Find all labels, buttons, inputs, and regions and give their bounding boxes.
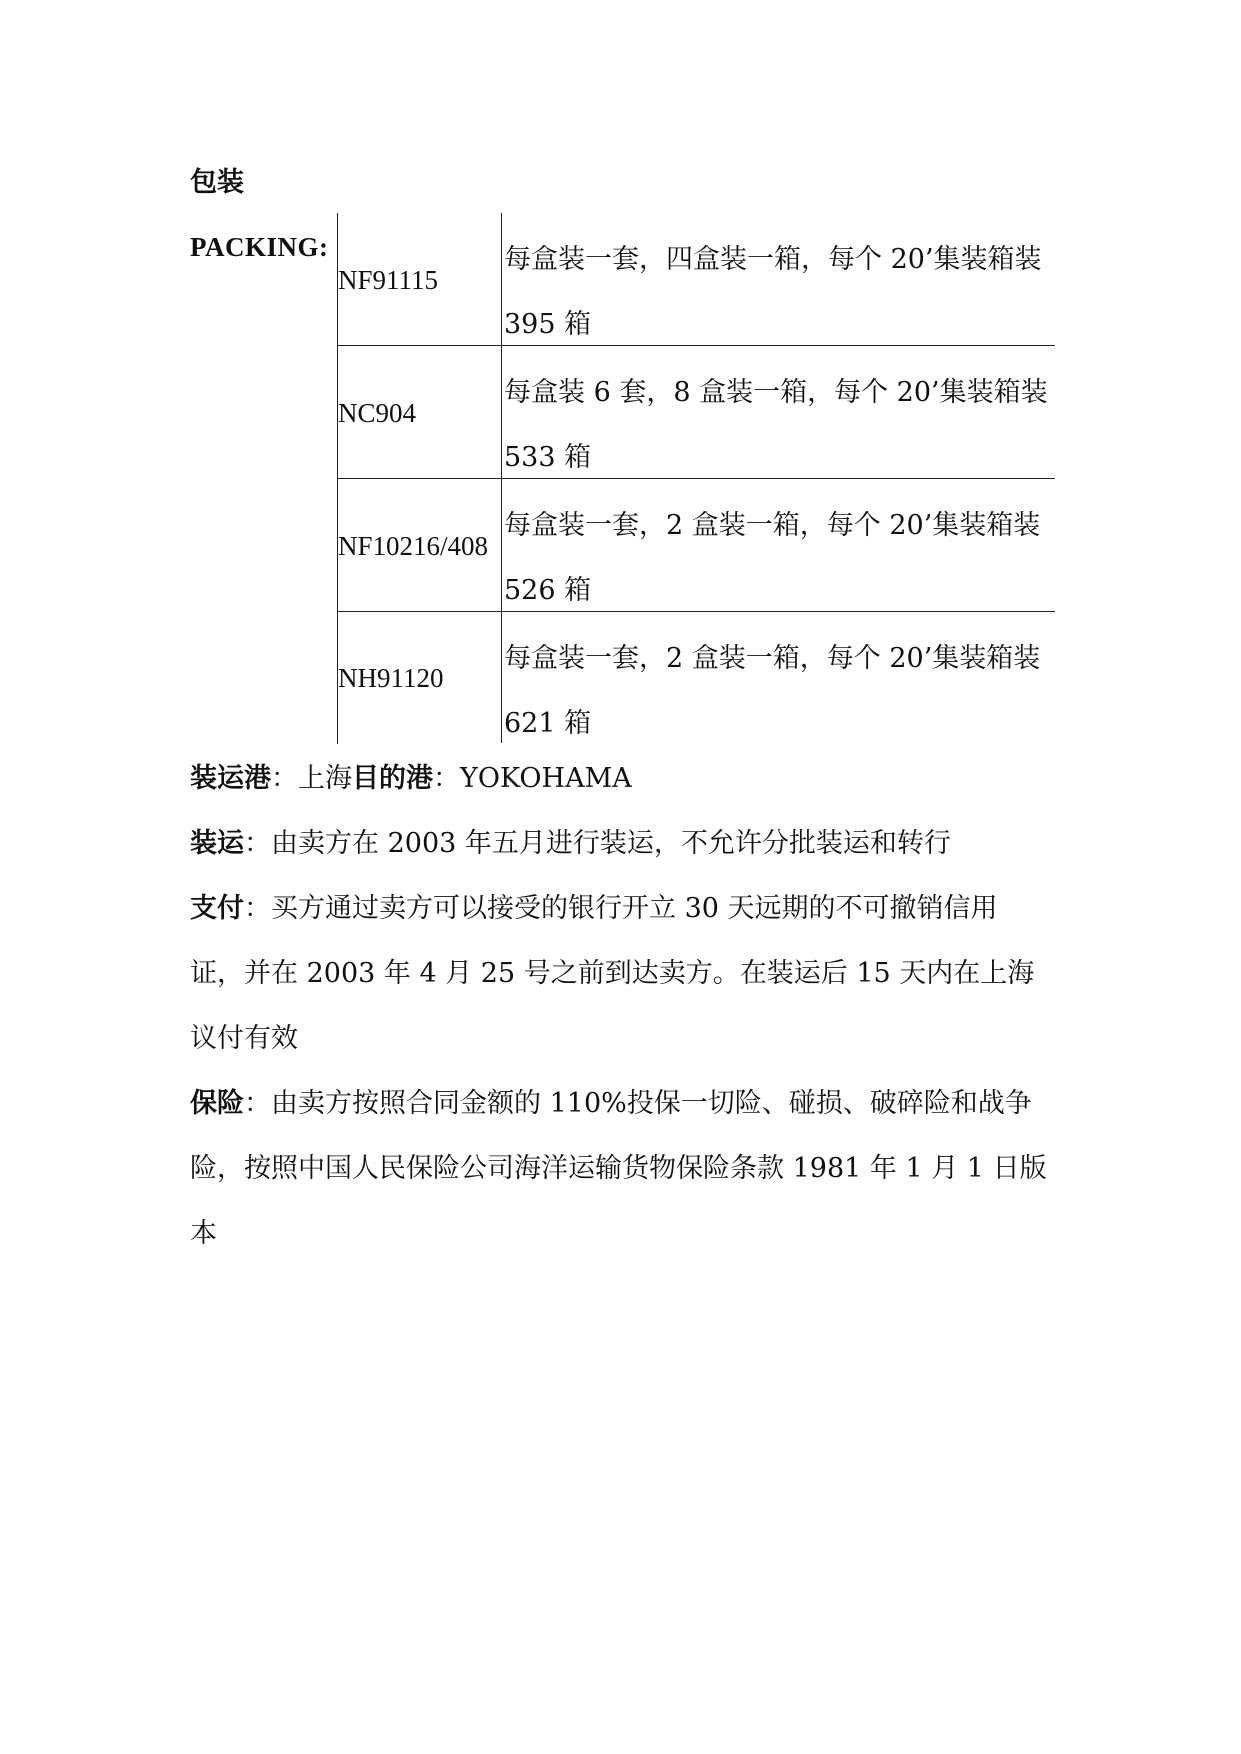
destination-port-label: 目的港 bbox=[352, 763, 433, 794]
colon: ： bbox=[244, 893, 271, 924]
colon: ： bbox=[433, 763, 460, 794]
table-row bbox=[338, 346, 1055, 479]
destination-port-value: YOKOHAMA bbox=[460, 763, 632, 794]
product-code: NH91120 bbox=[338, 663, 444, 693]
section-heading-packing: 包装 bbox=[190, 167, 244, 198]
table-row bbox=[338, 612, 1055, 743]
table-row bbox=[338, 213, 1055, 346]
packing-description: 每盒装一套，2 盒装一箱，每个 20’集装箱装 621 箱 bbox=[504, 643, 1041, 739]
shipment-text: 由卖方在 2003 年五月进行装运，不允许分批装运和转行 bbox=[271, 828, 951, 859]
insurance-label: 保险 bbox=[190, 1088, 244, 1119]
column-divider bbox=[501, 612, 502, 743]
packing-table bbox=[337, 213, 1056, 744]
packing-description: 每盒装 6 套，8 盒装一箱，每个 20’集装箱装 533 箱 bbox=[504, 377, 1048, 473]
insurance-clause bbox=[190, 1071, 1050, 1266]
insurance-text: 由卖方按照合同金额的 110%投保一切险、碰损、破碎险和战争险，按照中国人民保险公司海洋运输货物保险条款 1981 年 1 月 1 日版本 bbox=[190, 1088, 1047, 1249]
payment-label: 支付 bbox=[190, 893, 244, 924]
loading-port-value: 上海 bbox=[298, 763, 352, 794]
payment-text: 买方通过卖方可以接受的银行开立 30 天远期的不可撤销信用证，并在 2003 年 4 月 25 号之前到达卖方。在装运后 15 天内在上海议付有效 bbox=[190, 893, 1035, 1054]
product-code: NC904 bbox=[338, 397, 417, 428]
table-row bbox=[338, 479, 1055, 612]
packing-description: 每盒装一套，2 盒装一箱，每个 20’集装箱装 526 箱 bbox=[504, 510, 1041, 606]
shipment-label: 装运 bbox=[190, 828, 244, 859]
loading-port-label: 装运港 bbox=[190, 763, 271, 794]
column-divider bbox=[501, 346, 502, 478]
payment-clause bbox=[190, 876, 1050, 1071]
shipment-clause bbox=[190, 811, 1050, 876]
ports-line bbox=[190, 746, 1050, 811]
packing-description: 每盒装一套，四盒装一箱，每个 20’集装箱装 395 箱 bbox=[504, 244, 1042, 340]
column-divider bbox=[501, 213, 502, 345]
colon: ： bbox=[271, 763, 298, 794]
column-divider bbox=[501, 479, 502, 611]
product-code: NF91115 bbox=[338, 264, 439, 295]
product-code: NF10216/408 bbox=[338, 530, 489, 561]
colon: ： bbox=[244, 828, 271, 859]
colon: ： bbox=[244, 1088, 271, 1119]
packing-label: PACKING: bbox=[190, 232, 329, 262]
